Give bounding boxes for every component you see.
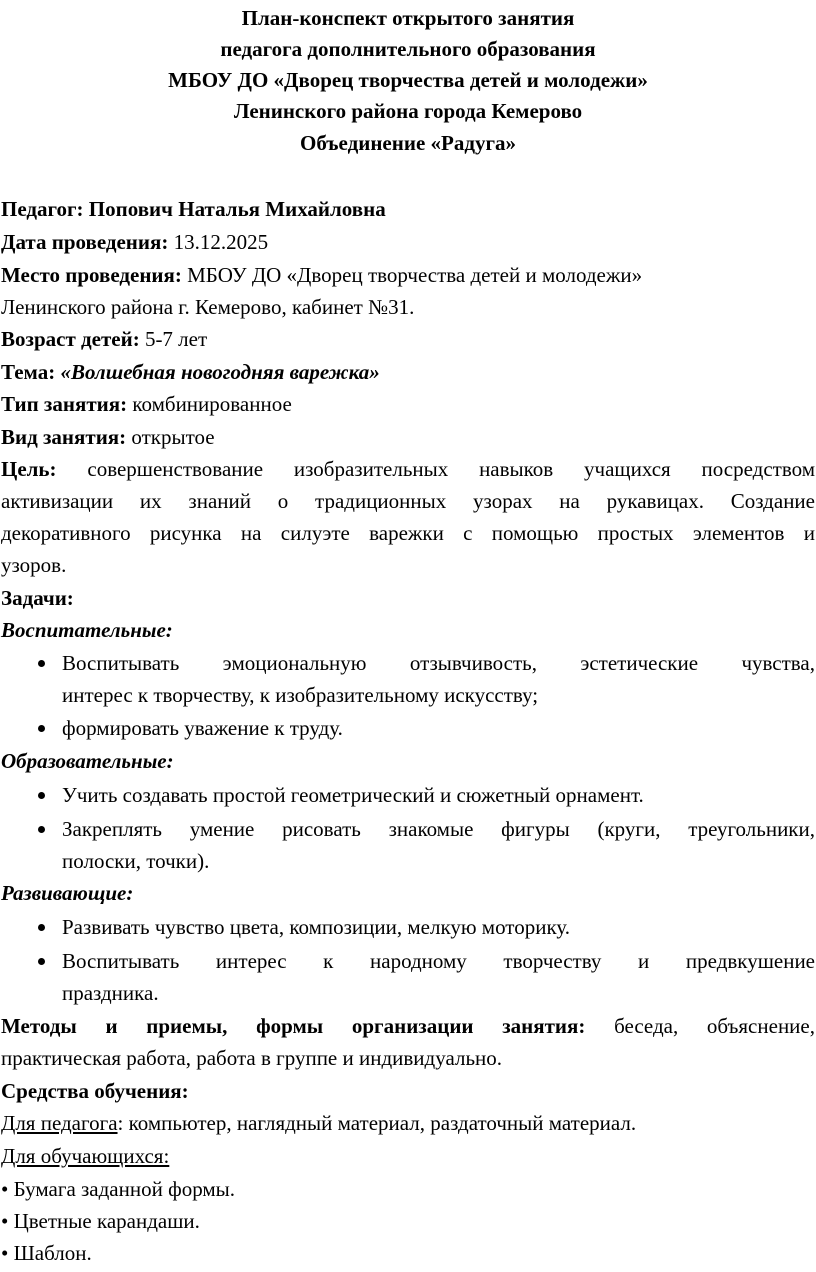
age-line [1, 324, 815, 354]
means-student-item-2: • Цветные карандаши. [1, 1209, 200, 1233]
topic-label: Тема: [1, 360, 56, 384]
doc-title-line-3: МБОУ ДО «Дворец творчества детей и молодежи» [168, 68, 648, 92]
bullet-icon [38, 946, 50, 976]
date-line [1, 227, 815, 257]
means-teacher-label: Для педагога [1, 1111, 118, 1135]
goal-line-3: декоративного рисунка на силуэте варежки с помощью простых элементов и [1, 521, 815, 545]
goal-line-1 [1, 454, 815, 484]
educational-item-1-line-1: Воспитывать эмоциональную отзывчивость, эстетические чувства, [62, 651, 815, 675]
educational-item-1-line-2: интерес к творчеству, к изобразительному искусству; [62, 683, 539, 707]
methods-value-2: практическая работа, работа в группе и индивидуально. [1, 1046, 503, 1070]
goal-line-4: узоров. [1, 553, 67, 577]
teaching-item-2-line-1: Закреплять умение рисовать знакомые фигуры (круги, треугольники, [62, 817, 815, 841]
goal-text-1: совершенствование изобразительных навыков учащихся посредством [56, 457, 815, 481]
lesson-type-value: комбинированное [127, 392, 292, 416]
teaching-heading: Образовательные: [1, 749, 174, 773]
goal-label: Цель: [1, 457, 57, 481]
date-value: 13.12.2025 [168, 230, 269, 254]
age-label: Возраст детей: [1, 327, 140, 351]
doc-title-line-5: Объединение «Радуга» [300, 131, 516, 155]
bullet-icon [38, 648, 50, 678]
developing-heading: Развивающие: [1, 881, 134, 905]
doc-title-line-1: План-конспект открытого занятия [241, 6, 575, 30]
developing-item-2-line-2: праздника. [62, 981, 159, 1005]
means-teacher-line [1, 1108, 815, 1138]
bullet-icon [38, 780, 50, 810]
methods-value-1: беседа, объяснение, [585, 1014, 815, 1038]
educational-heading: Воспитательные: [1, 618, 173, 642]
doc-title-line-2: педагога дополнительного образования [220, 37, 596, 61]
place-value-1: МБОУ ДО «Дворец творчества детей и молодежи» [181, 263, 643, 287]
bullet-icon [38, 713, 50, 743]
doc-title-line-4: Ленинского района города Кемерово [233, 99, 583, 123]
lesson-kind-label: Вид занятия: [1, 425, 127, 449]
methods-line-1 [1, 1011, 815, 1041]
lesson-kind-value: открытое [126, 425, 215, 449]
educational-item-2: формировать уважение к труду. [62, 716, 343, 740]
teaching-item-1: Учить создавать простой геометрический и сюжетный орнамент. [62, 783, 644, 807]
teacher-line: Педагог: Попович Наталья Михайловна [1, 197, 386, 221]
place-value-2: Ленинского района г. Кемерово, кабинет №31. [1, 295, 415, 319]
tasks-heading: Задачи: [1, 586, 74, 610]
means-student-item-3: • Шаблон. [1, 1241, 92, 1265]
lesson-type-line [1, 389, 815, 419]
bullet-icon [38, 814, 50, 844]
place-label: Место проведения: [1, 263, 182, 287]
goal-line-2: активизации их знаний о традиционных узорах на рукавицах. Создание [1, 489, 815, 513]
teaching-item-2-line-2: полоски, точки). [62, 849, 210, 873]
means-teacher-value: : компьютер, наглядный материал, раздаточный материал. [117, 1111, 637, 1135]
methods-label: Методы и приемы, формы организации занятия: [1, 1014, 586, 1038]
bullet-icon [38, 912, 50, 942]
developing-item-1: Развивать чувство цвета, композиции, мелкую моторику. [62, 915, 570, 939]
date-label: Дата проведения: [1, 230, 169, 254]
developing-item-2-line-1: Воспитывать интерес к народному творчеству и предвкушение [62, 949, 815, 973]
place-line [1, 260, 815, 290]
means-student-item-1: • Бумага заданной формы. [1, 1177, 236, 1201]
age-value: 5-7 лет [139, 327, 208, 351]
means-students-label: Для обучающихся: [1, 1144, 170, 1168]
means-heading: Средства обучения: [1, 1079, 189, 1103]
topic-line [1, 357, 815, 387]
lesson-kind-line [1, 422, 815, 452]
lesson-type-label: Тип занятия: [1, 392, 128, 416]
topic-value: «Волшебная новогодняя варежка» [55, 360, 380, 384]
